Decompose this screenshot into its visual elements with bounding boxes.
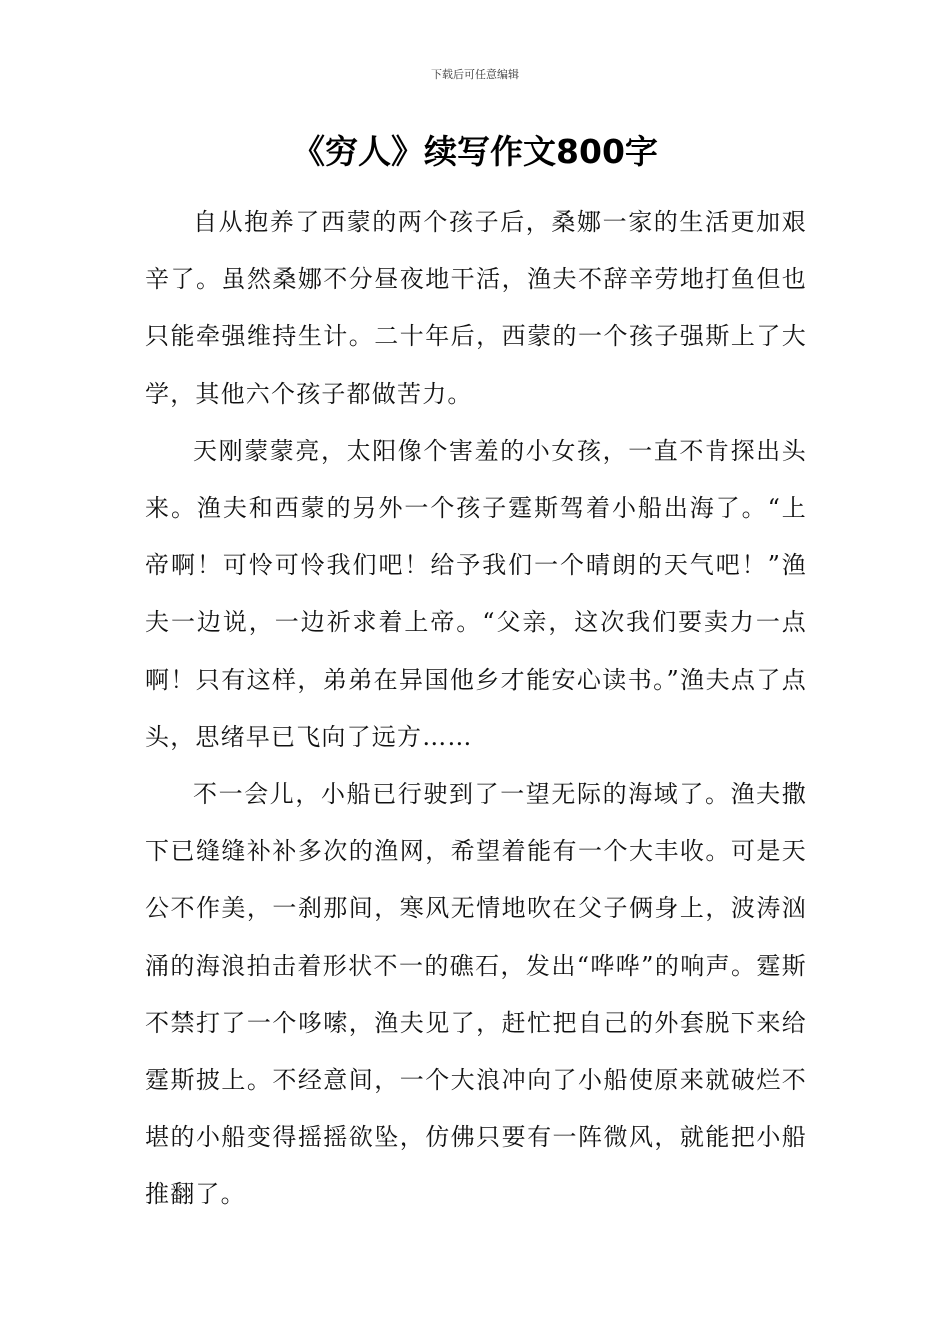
paragraph-3: 不一会儿，小船已行驶到了一望无际的海域了。渔夫撒下已缝缝补补多次的渔网，希望着能有一个大丰收。可是天公不作美，一刹那间，寒风无情地吹在父子俩身上，波涛汹涌的海浪拍击着形状不一的礁石，发出“哗哗”的响声。霆斯不禁打了一个哆嗦，渔夫见了，赶忙把自己的外套脱下来给霆斯披上。不经意间，一个大浪冲向了小船使原来就破烂不堪的小船变得摇摇欲坠，仿佛只要有一阵微风，就能把小船推翻了。: [145, 780, 807, 1209]
header-note: 下载后可任意编辑: [431, 68, 519, 81]
document-body: [145, 194, 807, 1224]
document-title: 《穷人》续写作文800字: [292, 132, 658, 171]
paragraph-1: 自从抱养了西蒙的两个孩子后，桑娜一家的生活更加艰辛了。虽然桑娜不分昼夜地干活，渔夫不辞辛劳地打鱼但也只能牵强维持生计。二十年后，西蒙的一个孩子强斯上了大学，其他六个孩子都做苦力。: [145, 208, 807, 408]
paragraph-2: 天刚蒙蒙亮，太阳像个害羞的小女孩，一直不肯探出头来。渔夫和西蒙的另外一个孩子霆斯驾着小船出海了。“上帝啊！可怜可怜我们吧！给予我们一个晴朗的天气吧！”渔夫一边说，一边祈求着上帝。“父亲，这次我们要卖力一点啊！只有这样，弟弟在异国他乡才能安心读书。”渔夫点了点头，思绪早已飞向了远方……: [145, 436, 807, 751]
